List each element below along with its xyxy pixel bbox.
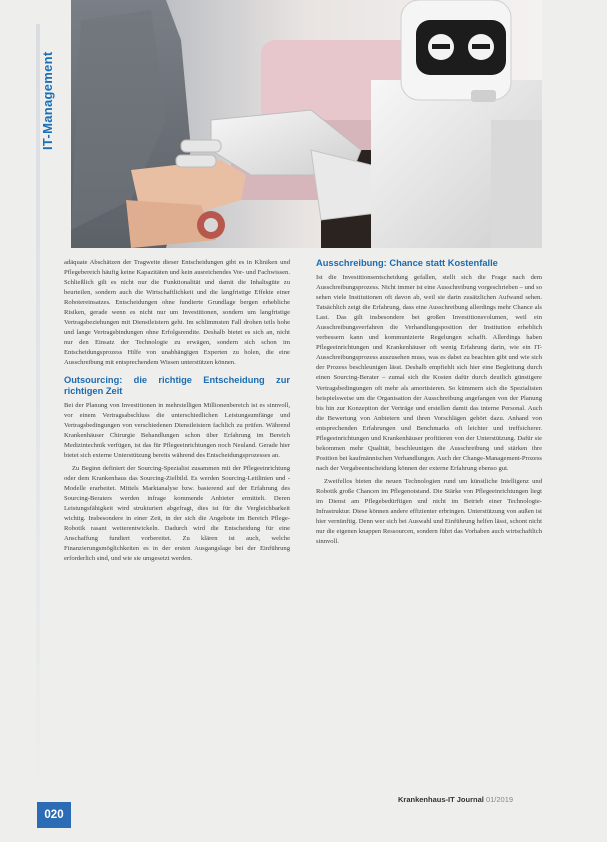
section-label: IT-Management [40,51,55,150]
outsourcing-paragraph-1: Bei der Planung von Investitionen in mehrstelligen Millionenbereich ist es sinnvoll, vor einem Vertragsabschluss die unterschiedlichen Leistungsumfänge und Vertragsbedingungen von verschiedenen Dienstleistern fachlich zu prüfen. Während Krankenhäuser Chirurgie Behandlungen schon über Erfahrung im Bereich Medizintechnik verfügen, ist das für Pflegeeinrichtungen noch Neuland. Gerade hier bietet sich externe Unterstützung bereits während des Entscheidungsprozesses an. [64,401,290,459]
right-column [316,258,542,550]
ausschreibung-paragraph-2: Zweifellos bieten die neuen Technologien rund um künstliche Intelligenz und Robotik große Chancen im Pflegenotstand. Die Stärke von Pflegeeinrichtungen liegt im Dienst am Pflegebedürftigen und nicht im Betrieb einer Technologie-Infrastruktur. Diese können andere effizienter erbringen. Unterstützung von außen ist hier vernünftig. Denn wer sich bei Auswahl und Einführung helfen lässt, schont nicht nur die eigenen knappen Ressourcen, sondern führt das Vorhaben auch wirtschaftlich sinnvoll. [316,477,542,546]
outsourcing-paragraph-2: Zu Beginn definiert der Sourcing-Spezialist zusammen mit der Pflegeeinrichtung oder dem Krankenhaus das Sourcing-Zielbild. Es werden Sourcing-Leitlinien und -Modelle erarbeitet. Mittels Marktanalyse bzw. basierend auf der Erfahrung des Sourcing-Beraters werden infrage kommende Anbieter ermittelt. Deren Leistungsfähigkeit wird strukturiert abgefragt, dies ist für die Vergleichbarkeit wichtig. Insbesondere in einer Zeit, in der sich die Angebote im Bereich Pflege-Robotik rasant weiterentwickeln. Dadurch wird die Entscheidung für eine Anschaffung fundiert vorbereitet. Zu klären ist auch, welche Finanzierungsmöglichkeiten es in der ersten Ausgangslage bei der Einführung erforderlich sind, und wie sie umgesetzt werden. [64,464,290,563]
heading-ausschreibung: Ausschreibung: Chance statt Kostenfalle [316,258,498,268]
left-column [64,258,290,567]
journal-issue: 01/2019 [485,795,514,804]
heading-outsourcing: Outsourcing: die richtige Entscheidung zur richtigen Zeit [64,374,290,396]
ausschreibung-paragraph-1: Ist die Investitionsentscheidung gefallen, stellt sich die Frage nach dem Ausschreibungsprozess. Nicht immer ist eine Ausschreibung vorgeschrieben – und so sehen viele Institutionen oft davon ab, weil sie darin zusätzlichen Aufwand sehen. Tatsächlich zeigt die Erfahrung, dass eine Ausschreibung allerdings mehr Chance als Last. Das gilt insbesondere bei großen Investitionsvolumen, weil ein Ausschreibungsverfahren die Verhandlungsposition der Institution erheblich verbessern kann und kommunizierte Regelungen schafft. Allerdings haben Pflegeeinrichtungen und Krankenhäuser oft wenig Erfahrung darin, wie ein IT-Ausschreibungsprozess auszusehen muss, was es dabei zu beachten gibt und wie sich der Prozess beschleunigen lässt. Deshalb empfiehlt sich hier eine Begleitung durch einen Sourcing-Berater – zumal sich die Kosten dafür durch deutlich günstigere Vertragsbedingungen oft mehr als amortisieren. So kümmern sich die Spezialisten beispielsweise um die Organisation der Ausschreibung angefangen von der Planung bis hin zur Konzeption der Verträge und erstellen damit das interne Personal. Auch die Bewertung von Anbietern und ihren Vorschlägen gehört dazu. Anhand von entsprechenden Erfahrungen und Benchmarks oft leichter und treffsicherer. Pflegeeinrichtungen und Krankenhäuser profitieren von der Unterstützung. Dafür sie bekommen mehr Qualität, beschleunigen die Ausschreibung und stärken ihre Position bei kaufmännischen Verhandlungen. Auch der Change-Management-Prozess nach der Vergabeentscheidung können der externe Erfahrung ebenso gut. [316,274,542,472]
article-photo [71,0,542,248]
journal-name: Krankenhaus-IT Journal [398,795,484,804]
intro-paragraph: adäquate Abschätzen der Tragweite dieser Entscheidungen gibt es in Kliniken und Pflegebereich häufig keine Kapazitäten und kein ausreichendes Vor- und Fachwissen. Schließlich gilt es nicht nur die Funktionalität und damit die Inhaltsgüte zu beurteilen, sondern auch die Wirtschaftlichkeit und die langfristige Effekte einer Robotereinsatzes. Entscheidungen ohne fundierte Grundlage bergen erhebliche Risiken, gerade wenn es nicht nur um Investitionen, sondern um langfristige Vertragsbeziehungen mit Dienstleistern geht. Im schlimmsten Fall drohen teils hohe und lange Vertragsbindungen ohne Erfolgsrendite. Deshalb bietet es sich an, nicht nur den Einsatz der Technologie zu erwägen, sondern sich schon im Entscheidungsprozess Hilfe von unabhängigen Experten zu holen, die eine Ausschreibung mit entsprechendem Wissen unterstützen können. [64,259,290,367]
journal-footer [398,795,513,804]
page-number: 020 [37,802,71,828]
robot-handshake-photo-icon [71,0,542,248]
